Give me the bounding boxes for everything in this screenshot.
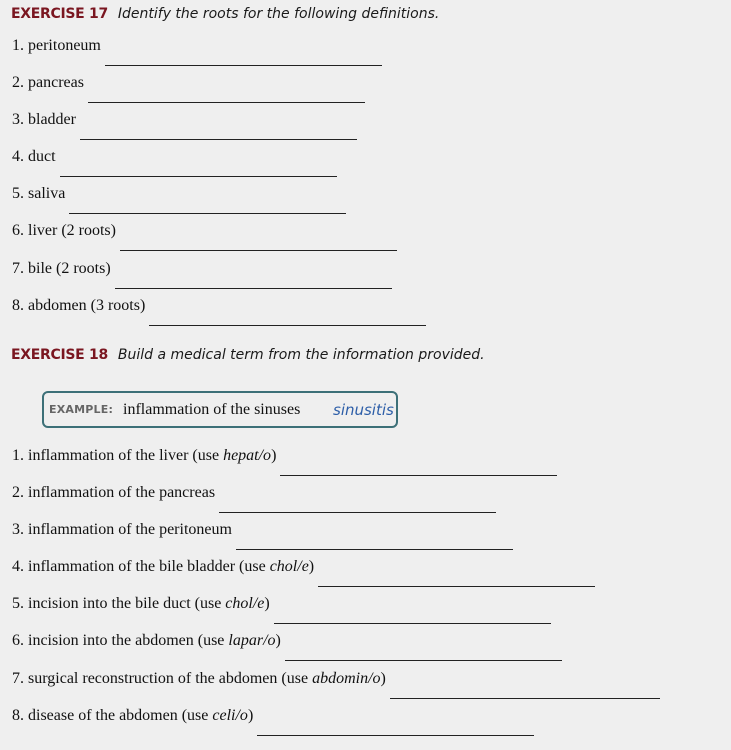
answer-blank[interactable] [60,176,337,177]
exercise-18-item [12,447,557,484]
answer-blank[interactable] [318,586,595,587]
exercise-17-item [12,185,346,222]
item-label [12,484,215,502]
item-close: ) [275,632,281,649]
example-text: inflammation of the sinuses [123,401,301,418]
item-label: 3. bladder [12,111,76,128]
item-text: 4. inflammation of the bile bladder (use [12,558,270,575]
answer-blank[interactable] [115,288,392,289]
item-close: ) [271,447,277,464]
exercise-17-item [12,260,392,297]
exercise-18-number: EXERCISE 18 [11,347,108,363]
answer-blank[interactable] [88,102,365,103]
answer-blank[interactable] [257,735,534,736]
item-text: 8. disease of the abdomen (use [12,707,213,724]
exercise-17-header [11,6,439,22]
item-close: ) [380,670,386,687]
item-label [12,632,281,650]
answer-blank[interactable] [236,549,513,550]
exercise-18-item [12,707,534,744]
item-label [12,595,270,613]
example-answer: sinusitis [333,401,394,419]
answer-blank[interactable] [219,512,496,513]
exercise-18-item [12,484,496,521]
exercise-18-item [12,558,595,595]
exercise-18-item [12,595,551,632]
answer-blank[interactable] [105,65,382,66]
item-close: ) [247,707,254,724]
item-root: chol/e [269,558,309,575]
exercise-17-item [12,222,397,259]
item-text: 7. surgical reconstruction of the abdomen (use [12,670,313,687]
item-label [12,521,232,539]
answer-blank[interactable] [80,139,357,140]
exercise-17-item [12,74,365,111]
exercise-17-instruction: Identify the roots for the following definitions. [117,6,440,22]
item-label: 6. liver (2 roots) [12,222,116,239]
item-text: 3. inflammation of the peritoneum [12,521,232,538]
exercise-17-item [12,297,426,334]
answer-blank[interactable] [120,250,397,251]
item-close: ) [264,595,270,612]
answer-blank[interactable] [285,660,562,661]
exercise-17-number: EXERCISE 17 [11,6,108,22]
exercise-17-item [12,37,382,74]
exercise-17-item [12,111,357,148]
item-close: ) [308,558,315,575]
item-text: 5. incision into the bile duct (use [12,595,226,612]
item-text: 6. incision into the abdomen (use [12,632,229,649]
item-label: 4. duct [12,148,56,165]
item-label [12,707,253,725]
exercise-18-header [11,347,485,363]
item-label: 8. abdomen (3 roots) [12,297,146,314]
item-label [12,447,276,465]
answer-blank[interactable] [390,698,660,699]
answer-blank[interactable] [280,475,557,476]
item-label: 7. bile (2 roots) [12,260,111,277]
item-root: lapar/o [228,632,276,649]
item-label: 1. peritoneum [12,37,101,54]
item-root: abdomin/o [312,670,381,687]
item-label: 2. pancreas [12,74,84,91]
item-text: 2. inflammation of the pancreas [12,484,216,501]
exercise-18-item [12,521,513,558]
item-root: chol/e [225,595,265,612]
item-label [12,558,314,576]
item-label: 5. saliva [12,185,66,202]
item-text: 1. inflammation of the liver (use [12,447,224,464]
answer-blank[interactable] [149,325,426,326]
exercise-18-instruction: Build a medical term from the information provided. [117,347,485,363]
item-root: celi/o [212,707,248,724]
example-box [42,391,398,428]
item-root: hepat/o [223,447,272,464]
exercise-18-item [12,632,562,669]
exercise-18-item [12,670,660,707]
example-tag: EXAMPLE: [49,403,114,416]
exercise-17-item [12,148,337,185]
item-label [12,670,386,688]
answer-blank[interactable] [274,623,551,624]
answer-blank[interactable] [69,213,346,214]
